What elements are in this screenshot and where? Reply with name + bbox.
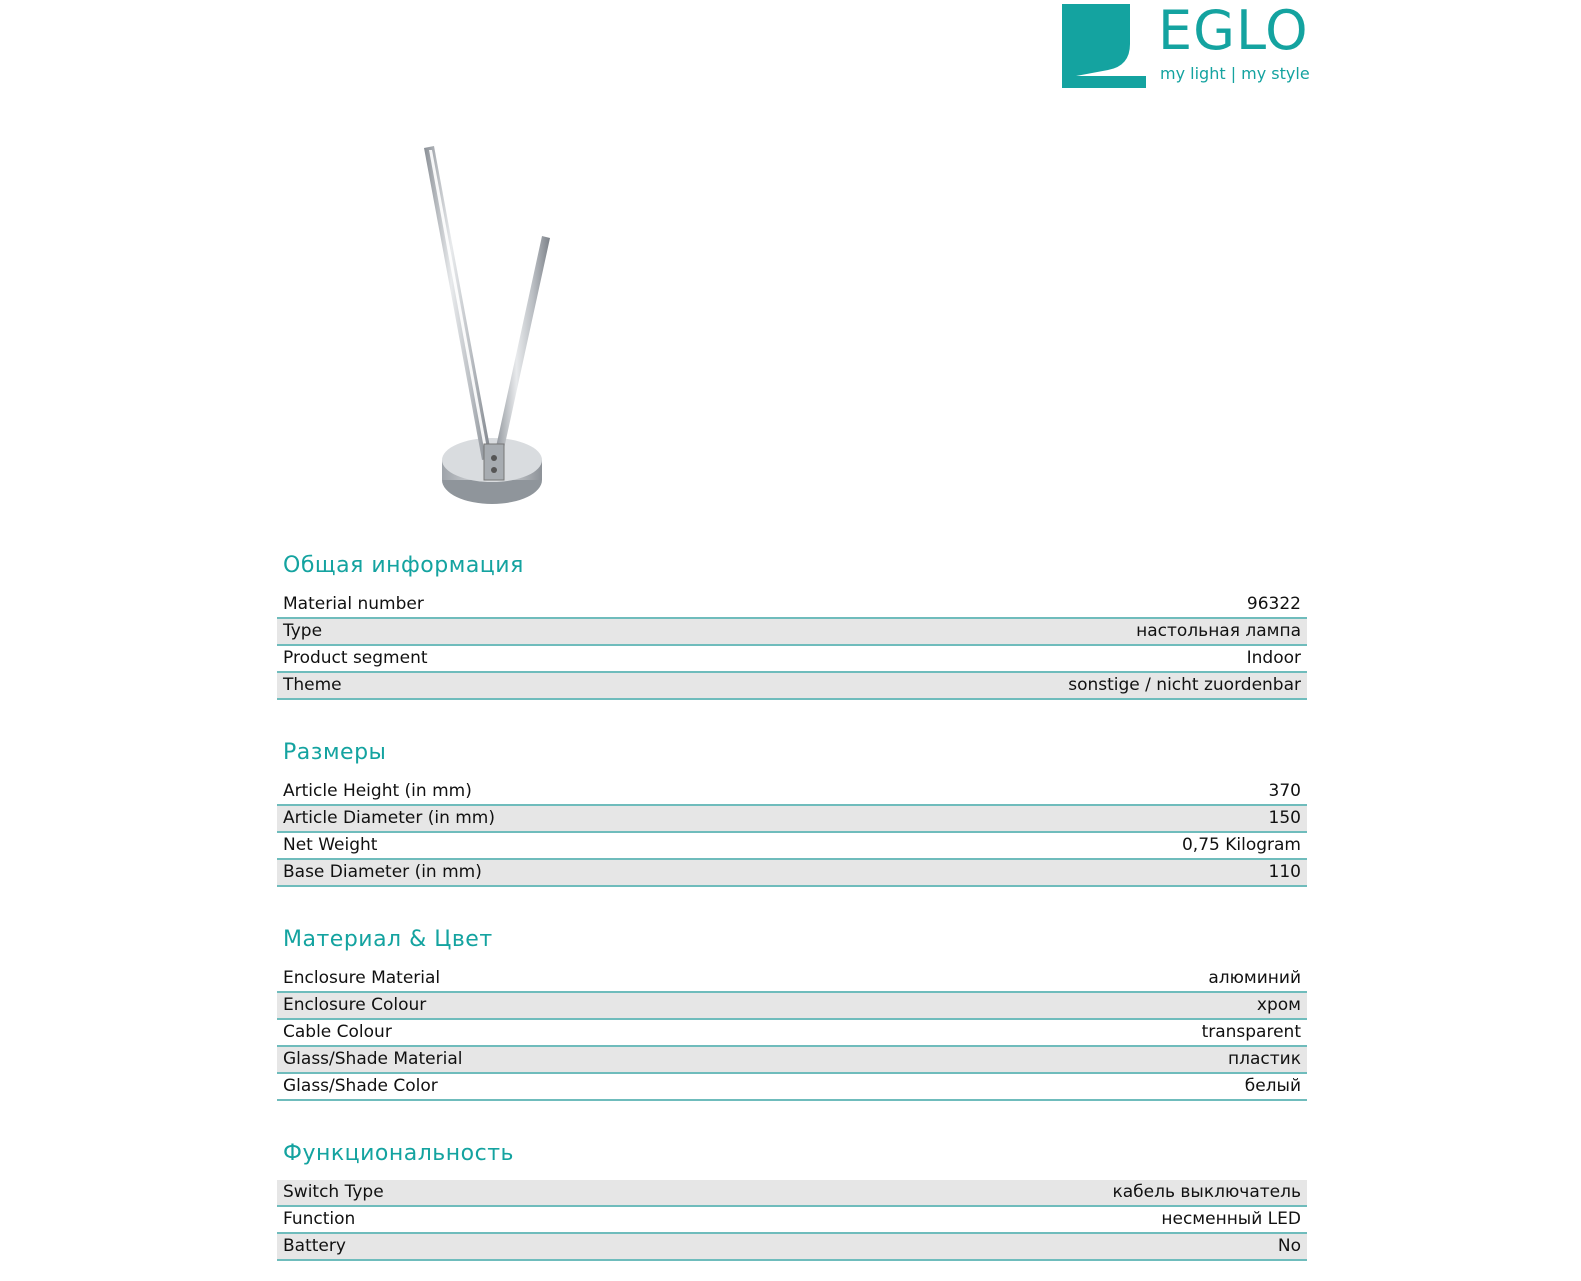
spec-value: белый — [1244, 1076, 1301, 1096]
spec-row — [277, 806, 1307, 833]
spec-label: Theme — [283, 675, 342, 695]
spec-label: Enclosure Colour — [283, 995, 427, 1015]
spec-label: Material number — [283, 594, 424, 614]
section-functionality — [277, 1138, 1307, 1261]
spec-value: 0,75 Kilogram — [1181, 835, 1301, 855]
spec-row — [277, 1074, 1307, 1101]
spec-label: Product segment — [283, 648, 428, 668]
spec-row — [277, 619, 1307, 646]
section-title: Материал & Цвет — [283, 927, 493, 952]
spec-label: Cable Colour — [283, 1022, 392, 1042]
section-title: Размеры — [283, 740, 387, 765]
table-lamp-image — [420, 140, 590, 520]
spec-value: 96322 — [1246, 594, 1301, 614]
brand-logo — [1062, 0, 1322, 94]
spec-value: алюминий — [1208, 968, 1301, 988]
spec-row — [277, 833, 1307, 860]
spec-value: No — [1277, 1236, 1301, 1256]
spec-row — [277, 1234, 1307, 1261]
spec-label: Glass/Shade Color — [283, 1076, 438, 1096]
spec-value: пластик — [1228, 1049, 1301, 1069]
spec-label: Enclosure Material — [283, 968, 441, 988]
brand-tagline: my light | my style — [1160, 64, 1310, 83]
section-dimensions — [277, 737, 1307, 887]
section-title: Общая информация — [283, 553, 524, 578]
spec-value: настольная лампа — [1136, 621, 1301, 641]
spec-row — [277, 1207, 1307, 1234]
spec-row — [277, 592, 1307, 619]
spec-value: 370 — [1268, 781, 1301, 801]
spec-value: хром — [1256, 995, 1301, 1015]
spec-value: 110 — [1268, 862, 1301, 882]
spec-row — [277, 1020, 1307, 1047]
spec-label: Function — [283, 1209, 356, 1229]
spec-row — [277, 1180, 1307, 1207]
spec-row — [277, 673, 1307, 700]
spec-label: Net Weight — [283, 835, 378, 855]
spec-label: Switch Type — [283, 1182, 384, 1202]
section-title: Функциональность — [283, 1141, 514, 1166]
section-material-colour — [277, 924, 1307, 1101]
spec-label: Glass/Shade Material — [283, 1049, 463, 1069]
spec-row — [277, 646, 1307, 673]
section-general-info — [277, 550, 1307, 700]
spec-label: Article Height (in mm) — [283, 781, 472, 801]
spec-label: Battery — [283, 1236, 346, 1256]
spec-label: Type — [283, 621, 323, 641]
spec-value: кабель выключатель — [1112, 1182, 1301, 1202]
spec-value: 150 — [1268, 808, 1301, 828]
spec-row — [277, 860, 1307, 887]
spec-row — [277, 779, 1307, 806]
brand-name: EGLO — [1158, 0, 1309, 62]
spec-row — [277, 993, 1307, 1020]
spec-label: Article Diameter (in mm) — [283, 808, 495, 828]
spec-value: Indoor — [1246, 648, 1301, 668]
spec-value: sonstige / nicht zuordenbar — [1068, 675, 1301, 695]
spec-row — [277, 966, 1307, 993]
spec-value: несменный LED — [1161, 1209, 1301, 1229]
eglo-logo-icon — [1062, 4, 1146, 88]
spec-label: Base Diameter (in mm) — [283, 862, 482, 882]
spec-value: transparent — [1201, 1022, 1301, 1042]
spec-row — [277, 1047, 1307, 1074]
